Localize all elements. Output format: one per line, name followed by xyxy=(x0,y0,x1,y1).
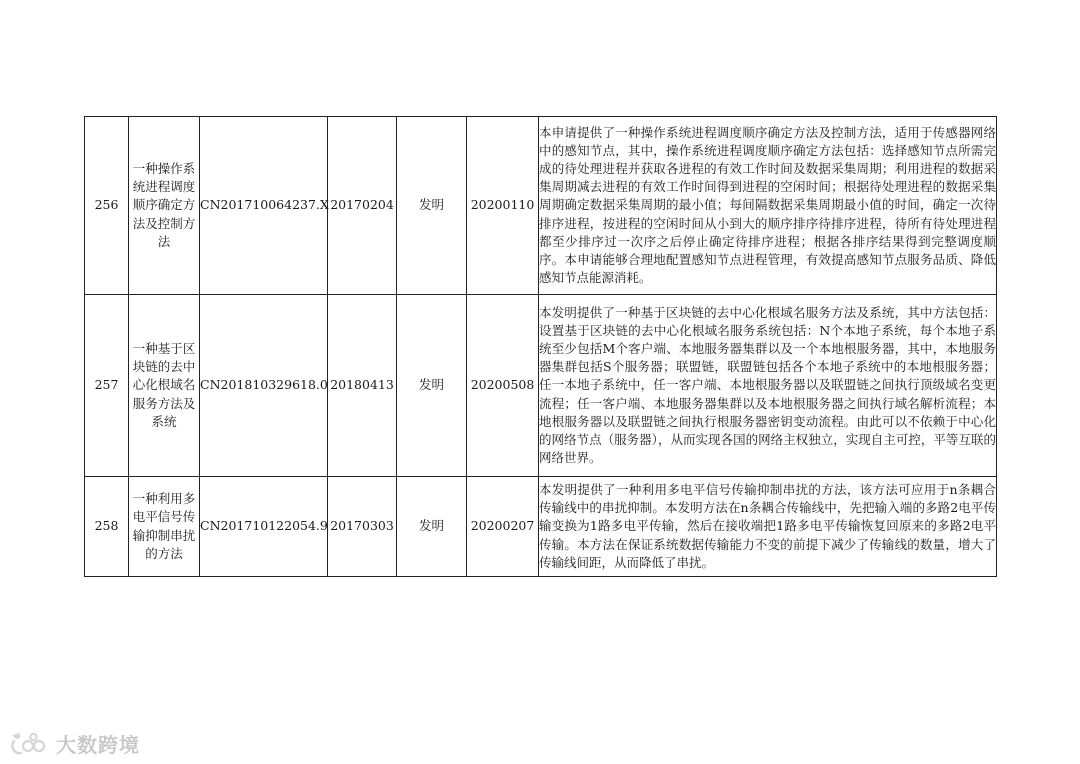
application-date: 20170303 xyxy=(328,477,397,577)
application-date: 20170204 xyxy=(328,117,397,295)
patent-title: 一种基于区块链的去中心化根域名服务方法及系统 xyxy=(129,295,200,477)
application-number: CN201710064237.X xyxy=(200,117,328,295)
application-date: 20180413 xyxy=(328,295,397,477)
watermark-text: 大数跨境 xyxy=(56,732,140,757)
application-number: CN201810329618.0 xyxy=(200,295,328,477)
row-number: 258 xyxy=(85,477,129,577)
patent-table xyxy=(84,116,997,577)
patent-title: 一种利用多电平信号传输抑制串扰的方法 xyxy=(129,477,200,577)
patent-abstract: 本发明提供了一种基于区块链的去中心化根域名服务方法及系统，其中方法包括：设置基于区块链的去中心化根域名服务系统包括：N个本地子系统，每个本地子系统至少包括M个客户端、本地服务器集群以及一个本地根服务器，其中，本地服务器集群包括S个服务器；联盟链，联盟链包括各个本地子系统中的本地根服务器；任一本地子系统中，任一客户端、本地根服务器以及联盟链之间执行顶级域名变更流程；任一客户端、本地服务器集群以及本地根服务器之间执行域名解析流程；本地根服务器以及联盟链之间执行根服务器密钥变动流程。由此可以不依赖于中心化的网络节点（服务器），从而实现各国的网络主权独立，实现自主可控，平等互联的网络世界。 xyxy=(539,295,997,477)
publication-date: 20200207 xyxy=(467,477,539,577)
patent-type: 发明 xyxy=(397,477,467,577)
table-row xyxy=(85,295,997,477)
table-row xyxy=(85,477,997,577)
application-number: CN201710122054.9 xyxy=(200,477,328,577)
row-number: 256 xyxy=(85,117,129,295)
brand-logo-icon xyxy=(8,729,50,757)
patent-type: 发明 xyxy=(397,295,467,477)
table-row xyxy=(85,117,997,295)
publication-date: 20200110 xyxy=(467,117,539,295)
patent-abstract: 本发明提供了一种利用多电平信号传输抑制串扰的方法，该方法可应用于n条耦合传输线中的串扰抑制。本发明方法在n条耦合传输线中，先把输入端的多路2电平传输变换为1路多电平传输，然后在接收端把1路多电平传输恢复回原来的多路2电平传输。本方法在保证系统数据传输能力不变的前提下减少了传输线的数量，增大了传输线间距，从而降低了串扰。 xyxy=(539,477,997,577)
patent-type: 发明 xyxy=(397,117,467,295)
publication-date: 20200508 xyxy=(467,295,539,477)
patent-abstract: 本申请提供了一种操作系统进程调度顺序确定方法及控制方法，适用于传感器网络中的感知节点，其中，操作系统进程调度顺序确定方法包括：选择感知节点所需完成的待处理进程并获取各进程的有效工作时间及数据采集周期；利用进程的数据采集周期减去进程的有效工作时间得到进程的空闲时间；根据待处理进程的数据采集周期确定数据采集周期的最小值；每间隔数据采集周期最小值的时间，确定一次待排序进程，按进程的空闲时间从小到大的顺序排序待排序进程，待所有待处理进程都至少排序过一次序之后停止确定待排序进程；根据各排序结果得到完整调度顺序。本申请能够合理地配置感知节点进程管理，有效提高感知节点服务品质、降低感知节点能源消耗。 xyxy=(539,117,997,295)
row-number: 257 xyxy=(85,295,129,477)
patent-title: 一种操作系统进程调度顺序确定方法及控制方法 xyxy=(129,117,200,295)
watermark xyxy=(8,728,140,758)
